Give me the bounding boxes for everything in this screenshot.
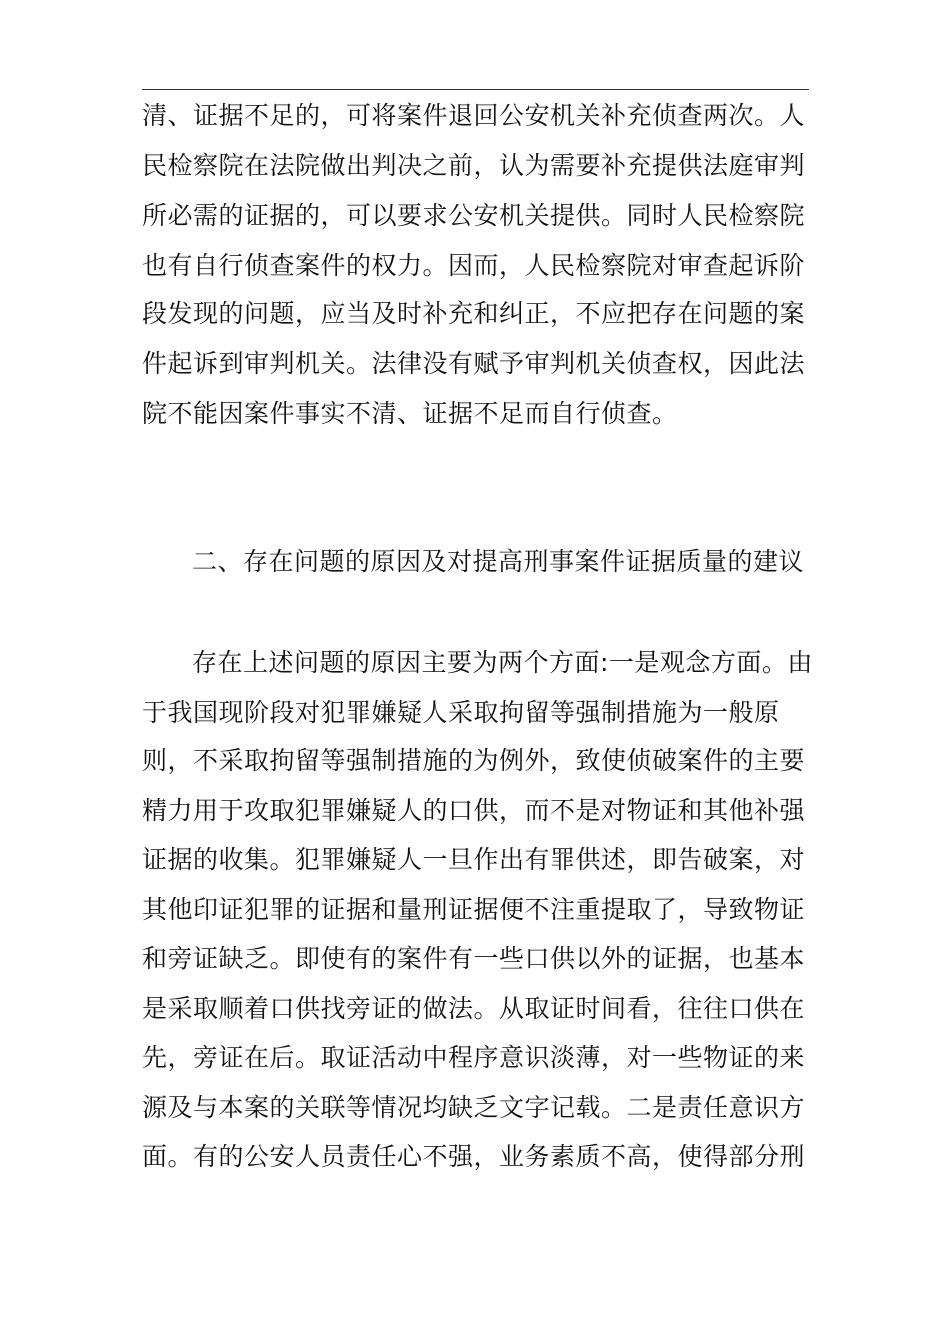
paragraph-2-line-10: 源及与本案的关联等情况均缺乏文字记载。二是责任意识方 (142, 1093, 806, 1122)
paragraph-2-line-5: 证据的收集。犯罪嫌疑人一旦作出有罪供述，即告破案，对 (142, 845, 806, 874)
paragraph-2-line-1: 存在上述问题的原因主要为两个方面:一是观念方面。由 (192, 648, 813, 677)
paragraph-2-line-2: 于我国现阶段对犯罪嫌疑人采取拘留等强制措施为一般原 (142, 698, 780, 727)
paragraph-2-line-3: 则，不采取拘留等强制措施的为例外，致使侦破案件的主要 (142, 746, 806, 775)
paragraph-1-line-2: 民检察院在法院做出判决之前，认为需要补充提供法庭审判 (142, 151, 806, 180)
paragraph-2-line-11: 面。有的公安人员责任心不强，业务素质不高，使得部分刑 (142, 1142, 806, 1171)
paragraph-1-line-4: 也有自行侦查案件的权力。因而，人民检察院对审查起诉阶 (142, 251, 806, 280)
paragraph-2-line-6: 其他印证犯罪的证据和量刑证据便不注重提取了，导致物证 (142, 895, 806, 924)
paragraph-1-line-6: 件起诉到审判机关。法律没有赋予审判机关侦查权，因此法 (142, 349, 806, 378)
header-rule (142, 89, 809, 90)
paragraph-1-line-3: 所必需的证据的，可以要求公安机关提供。同时人民检察院 (142, 201, 806, 230)
paragraph-1-line-5: 段发现的问题，应当及时补充和纠正，不应把存在问题的案 (142, 299, 806, 328)
paragraph-2-line-8: 是采取顺着口供找旁证的做法。从取证时间看，往往口供在 (142, 994, 806, 1023)
paragraph-2-line-9: 先，旁证在后。取证活动中程序意识淡薄，对一些物证的来 (142, 1043, 806, 1072)
paragraph-2-line-4: 精力用于攻取犯罪嫌疑人的口供，而不是对物证和其他补强 (142, 796, 806, 825)
paragraph-1-line-1: 清、证据不足的，可将案件退回公安机关补充侦查两次。人 (142, 101, 806, 130)
paragraph-1-line-7: 院不能因案件事实不清、证据不足而自行侦查。 (142, 399, 678, 428)
section-heading: 二、存在问题的原因及对提高刑事案件证据质量的建议 (192, 547, 805, 576)
paragraph-2-line-7: 和旁证缺乏。即使有的案件有一些口供以外的证据，也基本 (142, 944, 806, 973)
